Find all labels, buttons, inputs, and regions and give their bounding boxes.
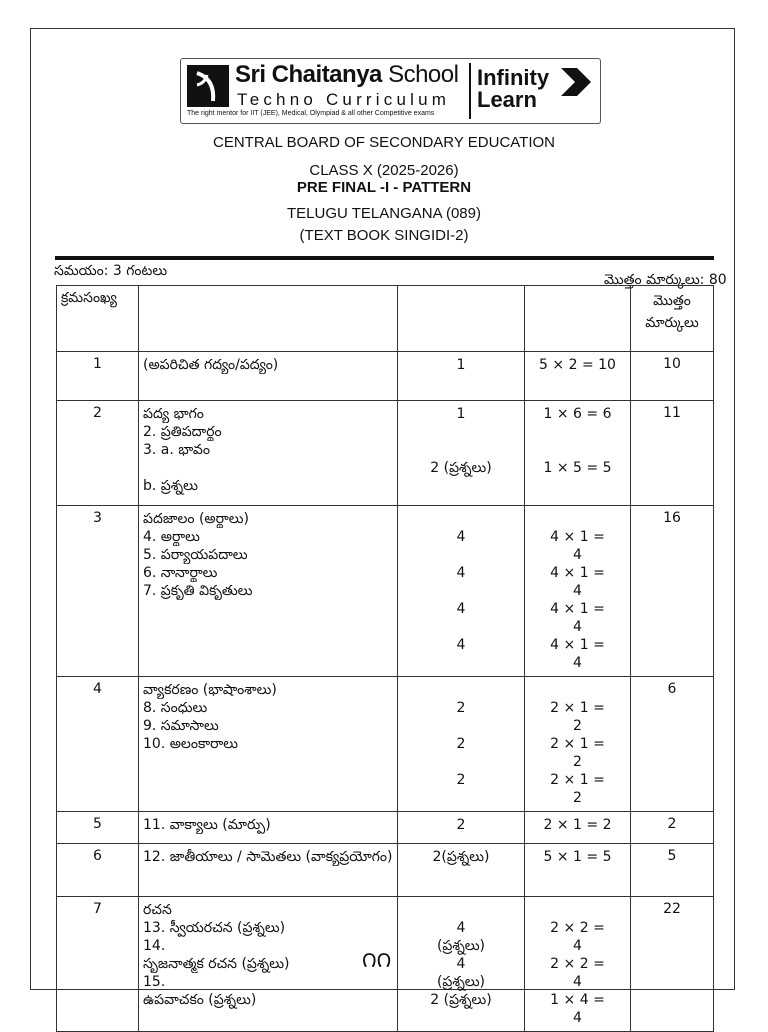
topic-cell bbox=[139, 677, 398, 812]
questions-line: 4 bbox=[456, 920, 466, 936]
questions-cell bbox=[398, 506, 525, 677]
questions-line bbox=[402, 753, 520, 771]
marks-line: 2 × 2 = bbox=[550, 956, 605, 972]
serial-cell: 1 bbox=[57, 352, 139, 401]
questions-line bbox=[402, 441, 520, 459]
time-label: సమయం: 3 గంటలు bbox=[54, 263, 168, 279]
questions-line bbox=[402, 901, 520, 919]
marks-line: 4 bbox=[573, 547, 582, 563]
questions-line: 2 (ప్రశ్నలు) bbox=[430, 460, 492, 476]
book-title: (TEXT BOOK SINGIDI-2) bbox=[299, 227, 469, 244]
topic-line: పద్య భాగం bbox=[143, 406, 204, 422]
marks-line: 2 × 2 = bbox=[550, 920, 605, 936]
blueprint-table bbox=[56, 285, 714, 1032]
questions-line: 2 (ప్రశ్నలు) bbox=[430, 992, 492, 1008]
marks-line: 1 × 5 = 5 bbox=[543, 460, 612, 476]
page-stamp: ౧౧ bbox=[362, 948, 392, 973]
questions-cell bbox=[398, 401, 525, 506]
topic-cell bbox=[139, 844, 398, 897]
total-cell: 2 bbox=[631, 812, 714, 844]
serial-cell: 7 bbox=[57, 897, 139, 1032]
header-cell-total: మొత్తం మార్కులు bbox=[631, 286, 714, 352]
questions-line: 4 bbox=[456, 529, 466, 545]
marks-line: 4 × 1 = bbox=[550, 637, 605, 653]
marks-line: 2 × 1 = bbox=[550, 700, 605, 716]
logo-divider bbox=[469, 63, 471, 119]
questions-line: 4 bbox=[456, 637, 466, 653]
marks-line: 2 bbox=[573, 754, 582, 770]
questions-cell bbox=[398, 352, 525, 401]
marks-line bbox=[529, 510, 626, 528]
questions-line bbox=[402, 510, 520, 528]
header-rule bbox=[55, 256, 714, 260]
marks-cell bbox=[525, 844, 631, 897]
questions-line bbox=[402, 546, 520, 564]
class-title: CLASS X (2025-2026) bbox=[309, 162, 459, 179]
topic-line: 13. స్వీయరచన (ప్రశ్నలు) bbox=[143, 920, 286, 936]
marks-line: 2 × 1 = bbox=[550, 736, 605, 752]
subject-title: TELUGU TELANGANA (089) bbox=[287, 205, 481, 222]
topic-cell bbox=[139, 506, 398, 677]
table-row bbox=[57, 401, 714, 506]
header-cell-section bbox=[139, 286, 398, 352]
marks-line: 4 × 1 = bbox=[550, 529, 605, 545]
topic-cell bbox=[139, 812, 398, 844]
questions-line bbox=[402, 681, 520, 699]
marks-line: 2 × 1 = 2 bbox=[543, 817, 612, 833]
marks-line bbox=[529, 681, 626, 699]
marks-line: 1 × 4 = bbox=[550, 992, 605, 1008]
questions-cell bbox=[398, 677, 525, 812]
questions-line: 2(ప్రశ్నలు) bbox=[432, 849, 490, 865]
marks-line: 4 bbox=[573, 974, 582, 990]
questions-line: (ప్రశ్నలు) bbox=[436, 938, 486, 954]
questions-line: 1 bbox=[456, 357, 466, 373]
total-cell: 11 bbox=[631, 401, 714, 506]
marks-line: 2 bbox=[573, 790, 582, 806]
table-row bbox=[57, 677, 714, 812]
questions-line: 2 bbox=[456, 700, 466, 716]
topic-line: ఉపవాచకం (ప్రశ్నలు) bbox=[143, 992, 257, 1008]
marks-line: 4 bbox=[573, 1010, 582, 1026]
topic-line: 8. సంధులు bbox=[143, 700, 208, 716]
topic-cell bbox=[139, 401, 398, 506]
topic-line: వ్యాకరణం (భాషాంశాలు) bbox=[143, 682, 277, 698]
marks-line: 2 bbox=[573, 718, 582, 734]
topic-cell bbox=[139, 352, 398, 401]
questions-line bbox=[402, 423, 520, 441]
questions-line: 4 bbox=[456, 956, 466, 972]
logo-tagline: The right mentor for IIT (JEE), Medical, Olympiad & all other Competitive exams bbox=[187, 110, 435, 117]
marks-line: 4 bbox=[573, 583, 582, 599]
marks-cell bbox=[525, 897, 631, 1032]
marks-cell bbox=[525, 506, 631, 677]
serial-cell: 5 bbox=[57, 812, 139, 844]
marks-cell bbox=[525, 677, 631, 812]
logo-emblem-icon bbox=[187, 65, 229, 107]
questions-line: 2 bbox=[456, 772, 466, 788]
questions-line: 2 bbox=[456, 736, 466, 752]
marks-line: 1 × 6 = 6 bbox=[543, 406, 612, 422]
total-cell: 5 bbox=[631, 844, 714, 897]
total-cell: 22 bbox=[631, 897, 714, 1032]
topic-line: 6. నానార్థాలు bbox=[143, 565, 218, 581]
questions-line: (ప్రశ్నలు) bbox=[436, 974, 486, 990]
topic-line: సృజనాత్మక రచన (ప్రశ్నలు) bbox=[143, 956, 290, 972]
marks-cell bbox=[525, 352, 631, 401]
topic-line: 3. a. భావం bbox=[143, 442, 210, 458]
topic-line: 10. అలంకారాలు bbox=[143, 736, 238, 752]
topic-line: 9. సమాసాలు bbox=[143, 718, 219, 734]
header-cell-serial: క్రమసంఖ్య bbox=[57, 286, 139, 352]
marks-line: 2 × 1 = bbox=[550, 772, 605, 788]
marks-line: 4 × 1 = bbox=[550, 601, 605, 617]
logo-subtitle: Techno Curriculum bbox=[237, 90, 451, 109]
serial-cell: 2 bbox=[57, 401, 139, 506]
serial-cell: 6 bbox=[57, 844, 139, 897]
questions-line bbox=[402, 618, 520, 636]
table-header-row bbox=[57, 286, 714, 352]
school-logo bbox=[180, 58, 601, 124]
questions-line: 4 bbox=[456, 601, 466, 617]
marks-line bbox=[529, 901, 626, 919]
topic-line: 15. bbox=[143, 974, 166, 990]
topic-line: 11. వాక్యాలు (మార్పు) bbox=[143, 817, 271, 833]
partner-logo: Infinity Learn bbox=[477, 65, 550, 112]
header-cell-questions bbox=[398, 286, 525, 352]
questions-line bbox=[402, 717, 520, 735]
total-cell: 16 bbox=[631, 506, 714, 677]
questions-line: 2 bbox=[456, 817, 466, 833]
exam-title: PRE FINAL -I - PATTERN bbox=[296, 179, 472, 196]
board-title: CENTRAL BOARD OF SECONDARY EDUCATION bbox=[213, 134, 555, 151]
topic-line: (అపరిచిత గద్యం/పద్యం) bbox=[143, 357, 279, 373]
topic-line: పదజాలం (అర్థాలు) bbox=[143, 511, 249, 527]
questions-line: 1 bbox=[456, 406, 466, 422]
table-row bbox=[57, 506, 714, 677]
questions-cell bbox=[398, 844, 525, 897]
table-row bbox=[57, 844, 714, 897]
table-row bbox=[57, 812, 714, 844]
marks-line bbox=[529, 441, 626, 459]
marks-cell bbox=[525, 401, 631, 506]
topic-line: 4. అర్థాలు bbox=[143, 529, 200, 545]
serial-cell: 4 bbox=[57, 677, 139, 812]
marks-line: 4 bbox=[573, 619, 582, 635]
max-marks-label: మొత్తం మార్కులు: 80 bbox=[604, 272, 727, 288]
topic-line: 7. ప్రకృతి వికృతులు bbox=[143, 583, 253, 599]
marks-line: 4 bbox=[573, 938, 582, 954]
serial-cell: 3 bbox=[57, 506, 139, 677]
topic-line: రచన bbox=[143, 902, 172, 918]
topic-line: 5. పర్యాయపదాలు bbox=[143, 547, 248, 563]
topic-line: 12. జాతీయాలు / సామెతలు (వాక్యప్రయోగం) bbox=[143, 849, 393, 865]
questions-line: 4 bbox=[456, 565, 466, 581]
marks-line: 5 × 2 = 10 bbox=[539, 357, 616, 373]
topic-line: b. ప్రశ్నలు bbox=[143, 478, 198, 494]
questions-line bbox=[402, 582, 520, 600]
arrow-icon bbox=[557, 62, 597, 106]
logo-school-name: Sri Chaitanya School bbox=[235, 61, 459, 88]
topic-line bbox=[143, 459, 393, 477]
table-row bbox=[57, 352, 714, 401]
marks-line: 4 × 1 = bbox=[550, 565, 605, 581]
total-cell: 6 bbox=[631, 677, 714, 812]
marks-line: 5 × 1 = 5 bbox=[543, 849, 612, 865]
topic-line: 2. ప్రతిపదార్థం bbox=[143, 424, 222, 440]
topic-cell bbox=[139, 897, 398, 1032]
marks-line bbox=[529, 423, 626, 441]
questions-cell bbox=[398, 897, 525, 1032]
total-cell: 10 bbox=[631, 352, 714, 401]
questions-cell bbox=[398, 812, 525, 844]
header-cell-marks bbox=[525, 286, 631, 352]
marks-line: 4 bbox=[573, 655, 582, 671]
topic-line: 14. bbox=[143, 938, 166, 954]
marks-cell bbox=[525, 812, 631, 844]
